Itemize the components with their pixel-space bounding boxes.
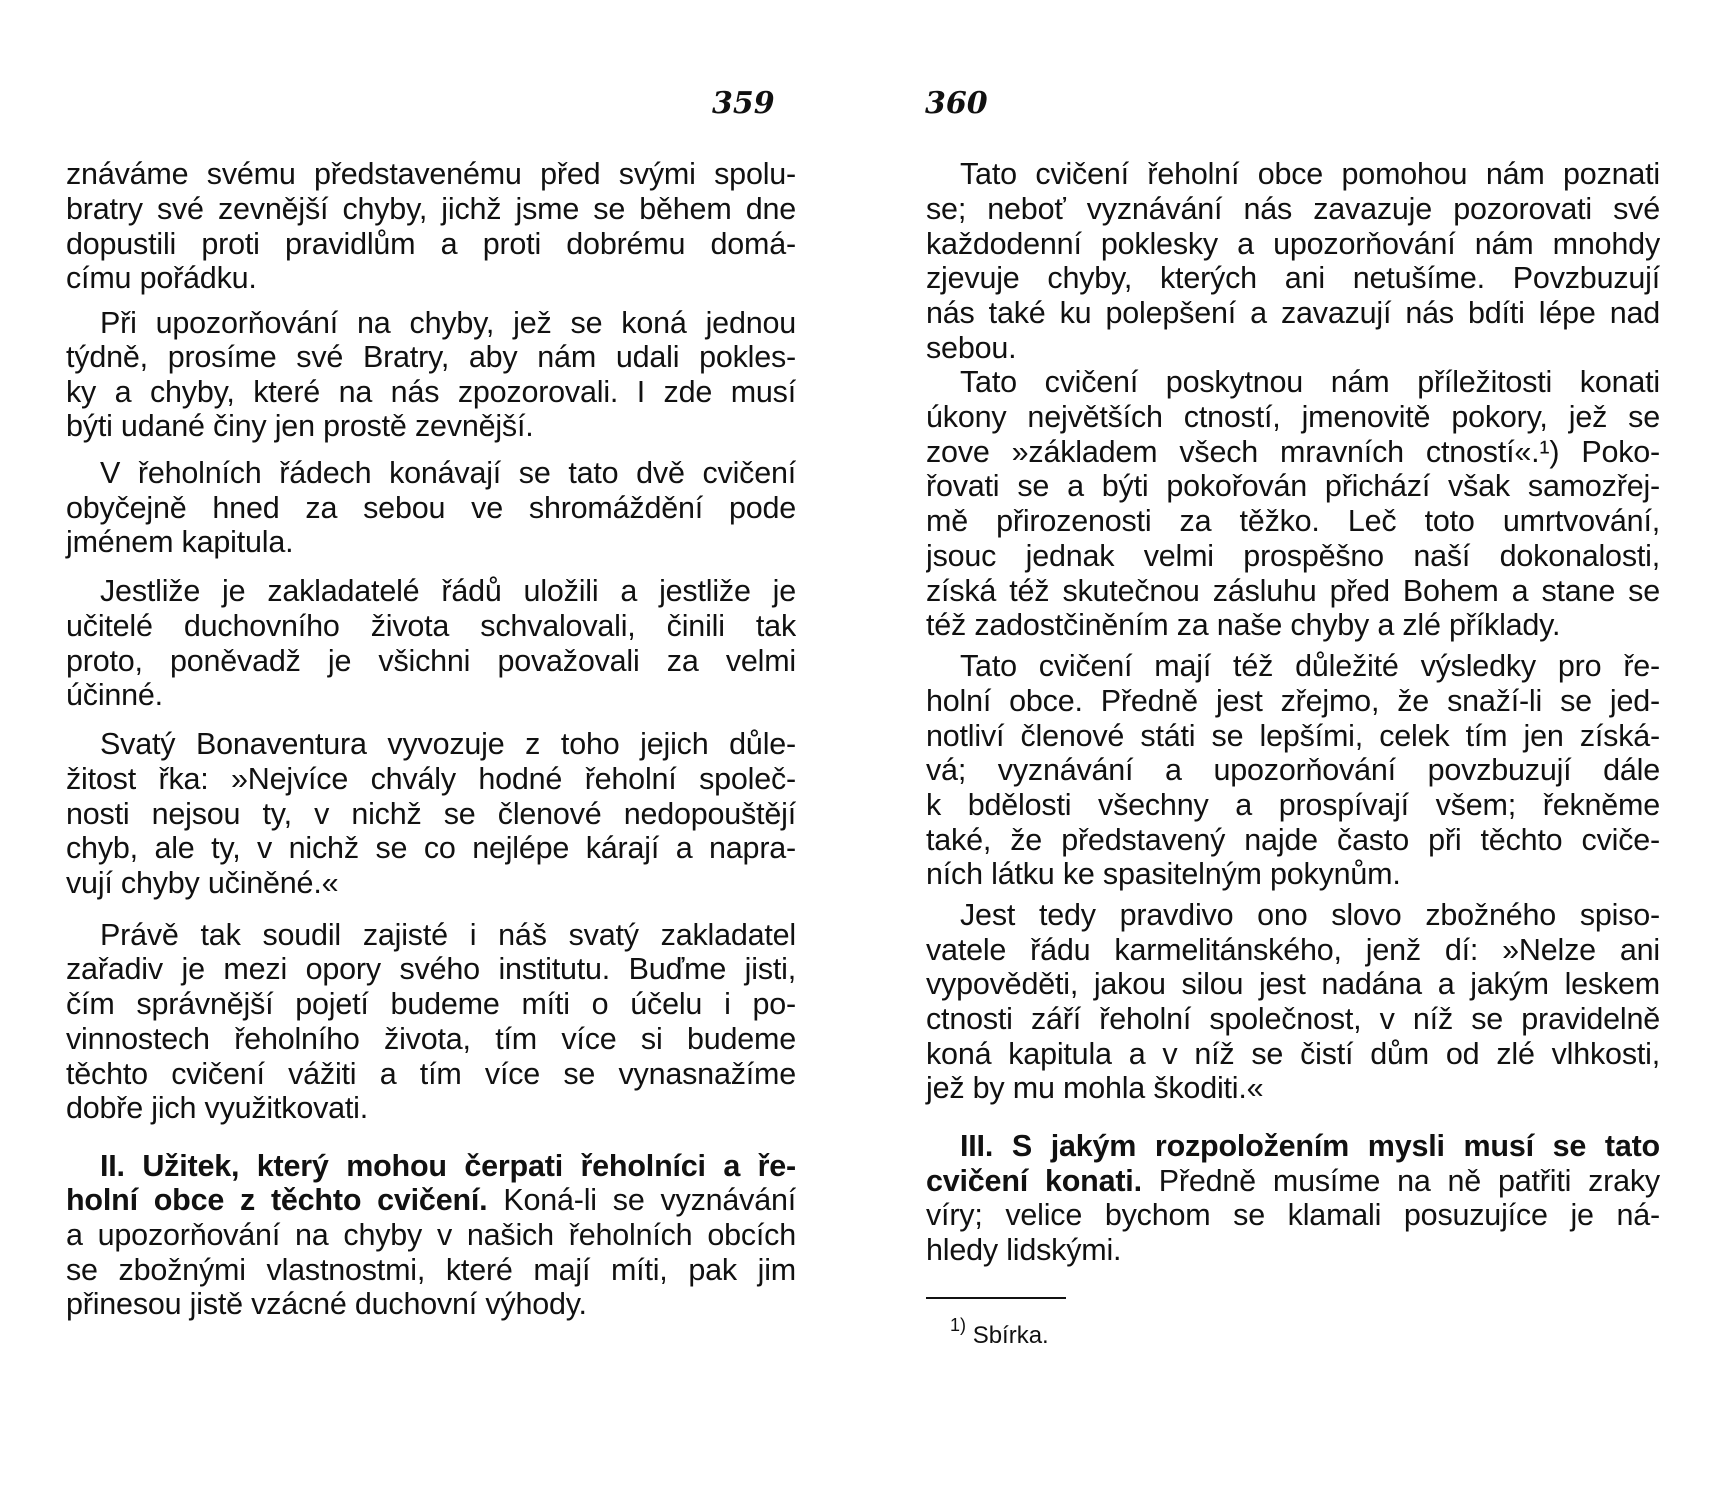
text-line: V řeholních řádech konávají se tato dvě cvičení: [100, 456, 796, 490]
section-heading: [66, 1148, 796, 1184]
text-line: koná kapitula a v níž se čistí dům od zlé vlhkosti,: [926, 1037, 1660, 1071]
left-page-text: [66, 0, 796, 1500]
right-page-text: [926, 0, 1660, 1500]
text-line: týdně, prosíme své Bratry, aby nám udali pokles-: [66, 340, 796, 374]
text-line: dopustili proti pravidlům a proti dobrému domá-: [66, 227, 796, 261]
text-line: každodenní poklesky a upozorňování nám mnohdy: [926, 227, 1660, 261]
text-line: bratry své zevnější chyby, jichž jsme se během dne: [66, 192, 796, 226]
text-line: jež by mu mohla škoditi.«: [926, 1071, 1264, 1105]
text-line: Při upozorňování na chyby, jež se koná jednou: [100, 306, 796, 340]
text-line: zove »základem všech mravních ctností«.¹) Poko-: [926, 435, 1660, 469]
text-line: chyb, ale ty, v nichž se co nejlépe kárají a napra-: [66, 831, 796, 865]
text-line: proto, poněvadž je všichni považovali za velmi: [66, 644, 796, 678]
text-line: se; neboť vyznávání nás zavazuje pozorovati své: [926, 192, 1660, 226]
text-line: Jest tedy pravdivo ono slovo zbožného spiso-: [960, 898, 1660, 932]
text-line: učitelé duchovního života schvalovali, činili tak: [66, 609, 796, 643]
text-line: jménem kapitula.: [66, 525, 294, 559]
text-line: notliví členové státi se lepšími, celek tím jen získá-: [926, 719, 1660, 753]
text-line: ky a chyby, které na nás zpozorovali. I zde musí: [66, 375, 796, 409]
text-line: vatele řádu karmelitánského, jenž dí: »Nelze ani: [926, 933, 1660, 967]
text-line: Jestliže je zakladatelé řádů uložili a jestliže je: [100, 574, 796, 608]
page-number-right: 360: [925, 86, 988, 121]
text-line: vinnostech řeholního života, tím více si budeme: [66, 1022, 796, 1056]
text-line: a upozorňování na chyby v našich řeholních obcích: [66, 1218, 796, 1252]
text-line: dobře jich využitkovati.: [66, 1091, 369, 1125]
text-line: nosti nejsou ty, v nichž se členové nedopouštějí: [66, 797, 796, 831]
text-line: vypověděti, jakou silou jest nadána a jakým leskem: [926, 967, 1660, 1001]
text-line: ních látku ke spasitelným pokynům.: [926, 857, 1401, 891]
text-line: ctnosti září řeholní společnost, v níž se pravidelně: [926, 1002, 1660, 1036]
text-line: Tato cvičení mají též důležité výsledky pro ře-: [960, 649, 1660, 683]
text-line: vá; vyznávání a upozorňování povzbuzují dále: [926, 753, 1660, 787]
footnote-marker: 1): [950, 1315, 967, 1335]
text-line: k bdělosti všechny a prospívají všem; řekněme: [926, 788, 1660, 822]
text-line: vují chyby učiněné.«: [66, 866, 339, 900]
text-line: také, že představený najde často při těchto cviče-: [926, 823, 1660, 857]
text-line: obyčejně hned za sebou ve shromáždění pode: [66, 491, 796, 525]
section-heading-text: cvičení konati.: [926, 1164, 1142, 1198]
text-line: získá též skutečnou zásluhu před Bohem a stane se: [926, 574, 1660, 608]
text-line: zjevuje chyby, kterých ani netušíme. Povzbuzují: [926, 261, 1660, 295]
text-line: býti udané činy jen prostě zevnější.: [66, 409, 534, 443]
section-body-text: Předně musíme na ně patřiti zraky: [1141, 1164, 1660, 1198]
text-line: Tato cvičení poskytnou nám příležitosti konati: [960, 365, 1660, 399]
text-line: zařadiv je mezi opory svého institutu. Buďme jisti,: [66, 952, 796, 986]
text-line: címu pořádku.: [66, 261, 257, 295]
section-heading-text: III. S jakým rozpoložením mysli musí se tato: [960, 1129, 1660, 1163]
text-line: Právě tak soudil zajisté i náš svatý zakladatel: [100, 918, 796, 952]
section-heading-text: II. Užitek, který mohou čerpati řeholníci a ře-: [100, 1149, 796, 1183]
text-line: se zbožnými vlastnostmi, které mají míti, pak jim: [66, 1253, 796, 1287]
text-line: Tato cvičení řeholní obce pomohou nám poznati: [960, 157, 1660, 191]
section-heading-text: holní obce z těchto cvičení.: [66, 1183, 488, 1217]
section-heading-continuation: [926, 1163, 1660, 1199]
text-line: úkony největších ctností, jmenovitě pokory, jež se: [926, 400, 1660, 434]
text-line: též zadostčiněním za naše chyby a zlé příklady.: [926, 608, 1561, 642]
text-line: těchto cvičení vážiti a tím více se vynasnažíme: [66, 1057, 796, 1091]
text-line: čím správnější pojetí budeme míti o účelu i po-: [66, 987, 796, 1021]
text-line: víry; velice bychom se klamali posuzujíce je ná-: [926, 1198, 1660, 1232]
text-line: sebou.: [926, 331, 1017, 365]
section-heading-continuation: [66, 1182, 796, 1218]
section-body-text: Koná-li se vyznávání: [487, 1183, 796, 1217]
text-line: přinesou jistě vzácné duchovní výhody.: [66, 1287, 587, 1321]
text-line: holní obce. Předně jest zřejmo, že snaží-li se jed-: [926, 684, 1660, 718]
footnote-rule: [926, 1297, 1066, 1299]
text-line: jsouc jednak velmi prospěšno naší dokonalosti,: [926, 539, 1660, 573]
text-line: účinné.: [66, 678, 163, 712]
page-number-left: 359: [712, 86, 775, 121]
text-line: nás také ku polepšení a zavazují nás bdíti lépe nad: [926, 296, 1660, 330]
text-line: žitost řka: »Nejvíce chvály hodné řeholní společ-: [66, 762, 796, 796]
text-line: znáváme svému představenému před svými spolu-: [66, 157, 796, 191]
text-line: mě přirozenosti za těžko. Leč toto umrtvování,: [926, 504, 1660, 538]
section-heading: [926, 1128, 1660, 1164]
text-line: řovati se a býti pokořován přichází však samozřej-: [926, 469, 1660, 503]
footnote-text: Sbírka.: [972, 1322, 1049, 1349]
footnote: [950, 1315, 1049, 1350]
text-line: Svatý Bonaventura vyvozuje z toho jejich důle-: [100, 727, 796, 761]
text-line: hledy lidskými.: [926, 1233, 1122, 1267]
